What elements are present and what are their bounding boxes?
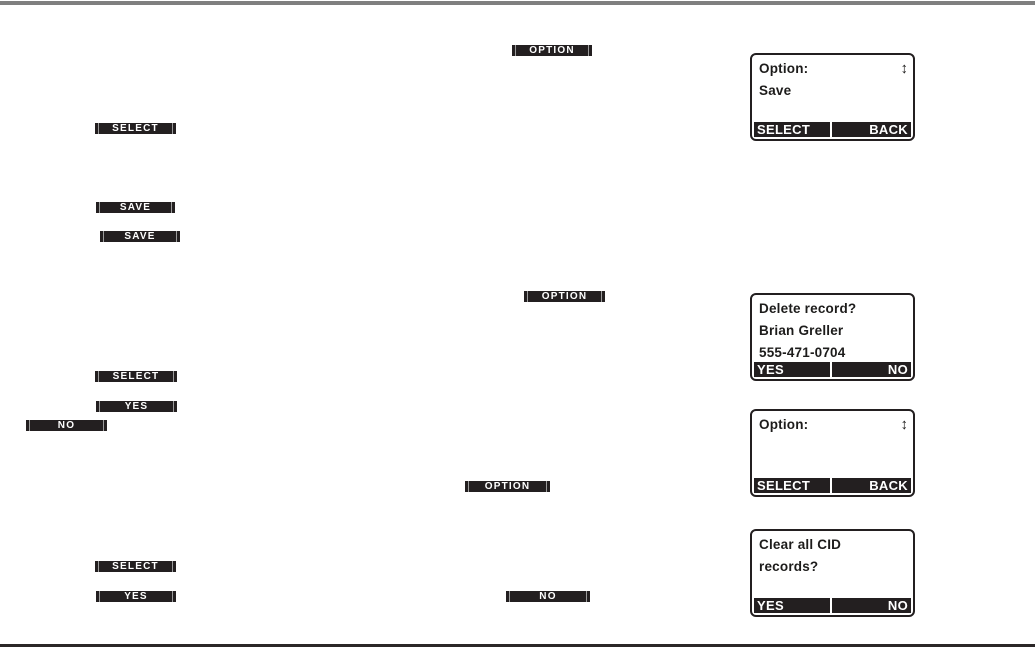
softkey-yes: YES — [754, 362, 830, 377]
screen-text — [759, 58, 897, 102]
softkey-row — [754, 598, 911, 613]
key-no-badge: NO — [506, 591, 590, 602]
page-bottom-rule — [0, 644, 1035, 647]
screen-text — [759, 298, 897, 364]
softkey-back: BACK — [832, 122, 911, 137]
softkey-row — [754, 362, 911, 377]
screen-line: Option: — [759, 61, 809, 76]
key-save-badge: SAVE — [100, 231, 180, 242]
screen-line: Clear all CID — [759, 537, 842, 552]
screen-text — [759, 414, 897, 436]
key-save-badge: SAVE — [96, 202, 175, 213]
screen-line: 555-471-0704 — [759, 345, 846, 360]
softkey-select: SELECT — [754, 122, 830, 137]
scroll-updown-icon: ↕ — [900, 416, 908, 433]
lcd-screen-delete-record — [750, 293, 915, 381]
softkey-yes: YES — [754, 598, 830, 613]
key-option-badge: OPTION — [524, 291, 605, 302]
screen-line: Brian Greller — [759, 323, 844, 338]
lcd-screen-clear-cid — [750, 529, 915, 617]
screen-text — [759, 534, 897, 578]
screen-line: Save — [759, 83, 792, 98]
key-yes-badge: YES — [96, 401, 177, 412]
key-no-badge: NO — [26, 420, 107, 431]
key-option-badge: OPTION — [465, 481, 550, 492]
lcd-screen-option — [750, 409, 915, 497]
screen-line: records? — [759, 559, 819, 574]
key-select-badge: SELECT — [95, 123, 176, 134]
softkey-row — [754, 122, 911, 137]
softkey-select: SELECT — [754, 478, 830, 493]
scroll-updown-icon: ↕ — [900, 60, 908, 77]
softkey-no: NO — [832, 598, 911, 613]
softkey-no: NO — [832, 362, 911, 377]
screen-line: Option: — [759, 417, 809, 432]
key-select-badge: SELECT — [95, 371, 177, 382]
screen-line: Delete record? — [759, 301, 857, 316]
key-yes-badge: YES — [96, 591, 176, 602]
softkey-back: BACK — [832, 478, 911, 493]
softkey-row — [754, 478, 911, 493]
key-option-badge: OPTION — [512, 45, 592, 56]
lcd-screen-option-save — [750, 53, 915, 141]
page-top-rule — [0, 1, 1035, 5]
key-select-badge: SELECT — [95, 561, 176, 572]
